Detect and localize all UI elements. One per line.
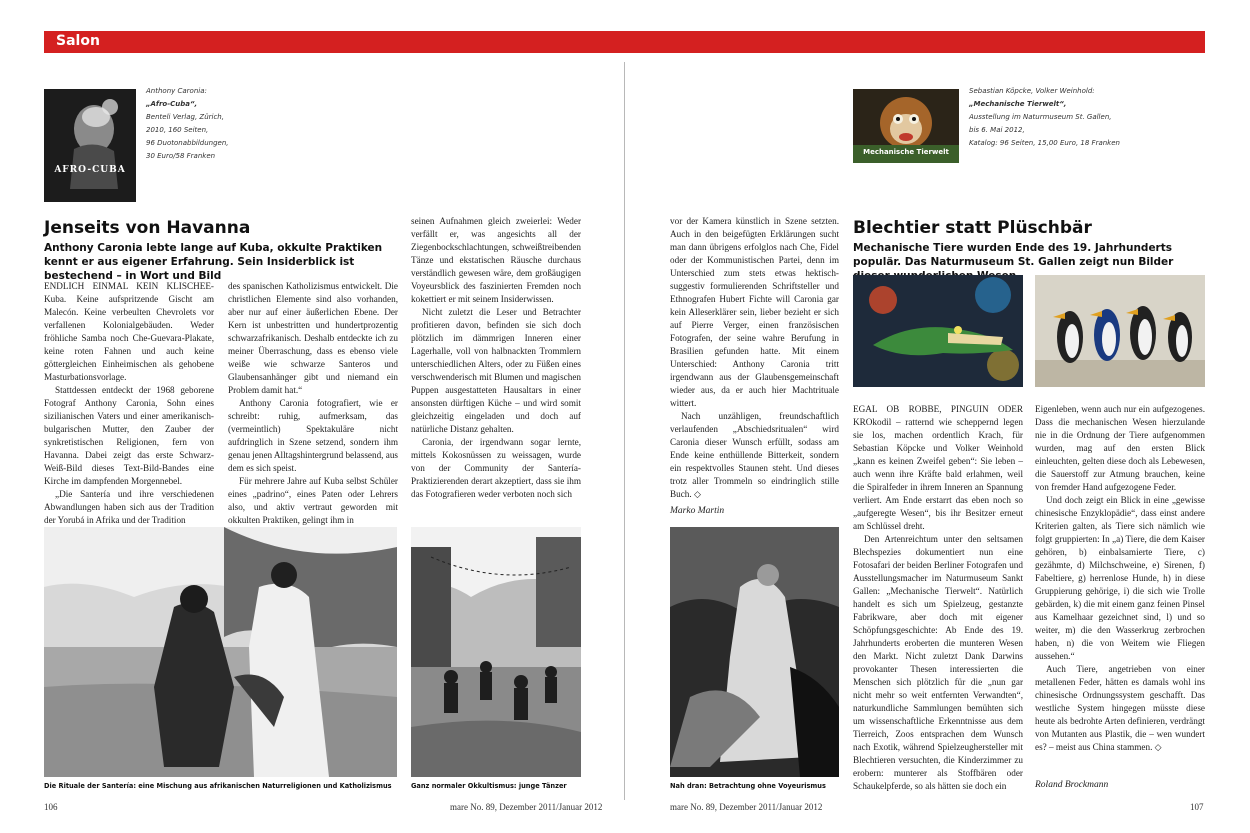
paragraph: Für mehrere Jahre auf Kuba selbst Schüler eines „padrino“, eines Paten oder Lehrers also, und aktiv vertraut geworden mit okkulten Praktiken, gelingt ihm in	[228, 476, 398, 525]
left-column-3	[411, 215, 581, 520]
caption-dancers: Ganz normaler Okkultismus: junge Tänzer	[411, 782, 567, 790]
paragraph: ENDLICH EINMAL KEIN KLISCHEE-Kuba. Keine aufspritzende Gischt am Malecón. Keine verbeulten Chevrolets vor verfallenen Kolonialgebäuden. Weder fröhliche Samba noch Che-Guevara-Plakate, keine roten Fahnen und auch keine göttergleichen Einheimischen als gehobene Masturbationsvorlage.	[44, 281, 214, 382]
book-cover-title: AFRO-CUBA	[54, 165, 126, 175]
paragraph: Und doch zeigt ein Blick in eine „gewisse chinesische Enzyklopädie“, dass einst andere Kriterien galten, als Tiere sich nämlich wie folgt gruppierten: In „a) Tiere, die dem Kaiser gehören, b) einbalsamierte Tiere, c) gezähmte, d) Milchschweine, e) Sirenen, f) Fabeltiere, g) herrenlose Hunde, h) in diese Gruppierung gehörige, i) die sich wie Trolle gebärden, k) die mit einem ganz feinen Pinsel aus Kamelhaar gezeichnet sind, l) und so weiter, m) die den Wasserkrug zerbrochen haben, n) die von Weitem wie Fliegen aussehen.“	[1035, 495, 1205, 661]
left-column-1	[44, 280, 214, 525]
book-title: „Afro-Cuba“,	[146, 100, 198, 108]
paragraph: des spanischen Katholizismus entwickelt. Die christlichen Elemente sind also vorhanden, aber nur auf einer äußerlichen Ebene. Der Kern ist unbestritten und hundertprozentig schwarzafrikanisch. Deshalb entdeckte ich zu meiner Überraschung, dass es ebenso viele weiße wie schwarze Santeros und Glaubensanhänger gibt und niemand ein Problem damit hat.“	[228, 281, 398, 395]
right-column-6	[1035, 403, 1205, 771]
paragraph: Auch Tiere, angetrieben von einer metallenen Feder, hätten es damals wohl ins chinesische Ordnungssystem geschafft. Das westliche System hingegen müsste diese heute als bedrohte Arten definieren, verdrängt von Mutanten aus Plastik, die – wen wundert es? – meist aus China stammen. ◇	[1035, 664, 1205, 752]
section-bar	[44, 31, 1205, 53]
paragraph: seinen Aufnahmen gleich zweierlei: Weder verfällt er, was angesichts all der Ziegenbockschlachtungen, schweißtreibenden Tänze und ekstatischen Räusche durchaus verständlich gewesen wäre, dem großäugigen Voyeursblick des faszinierten Fremden noch kokettiert er mit seinem Insiderwissen.	[411, 216, 581, 304]
paragraph: Nach unzähligen, freundschaftlich verlaufenden „Abschiedsritualen“ wird Caronia dieser Wunsch erfüllt, sodass am Ende keine enthüllende Bitterkeit, sondern ein respektvolles Staunen steht. Und dieses trotz aller Trommeln so eindringlich stille Buch. ◇	[670, 411, 839, 499]
exhibit-title: „Mechanische Tierwelt“,	[969, 100, 1067, 108]
paragraph: Nicht zuletzt die Leser und Betrachter profitieren davon, befinden sie sich doch plötzlich im dämmrigen Inneren einer Lagerhalle, voll von halbnackten Trommlern unterschiedlichen Alters, oder zu Füßen eines verschwenderisch mit Blumen und magischen Puppen ausgestatteten Hausaltars in einer ansonsten dürftigen Küche – und wird somit gleichzeitig eingeladen und doch auf natürliche Distanz gehalten.	[411, 307, 581, 434]
book-info	[146, 85, 266, 163]
exhibit-venue: Ausstellung im Naturmuseum St. Gallen,	[969, 113, 1112, 121]
paragraph: vor der Kamera künstlich in Szene setzten. Auch in den beigefügten Erklärungen sucht man dann übrigens erfolglos nach Che, Fidel oder der Kommunistischen Partei, denn im Unterschied zum stets etwas hektisch-suggestiv formulierenden Schriftsteller und Ethnografen Hubert Fichte will Caronia gar kein Alleserklärer sein, lieber bezieht er sich auf Pierre Verger, einen französischen Fotografen, der seine wahre Berufung in Brasilien gefunden hatte. Mit einem Unterschied: Anthony Caronia tritt irgendwann aus der Glaubensgemeinschaft wieder aus, da er auch hier Machtrituale wittert.	[670, 216, 839, 408]
exhibit-info	[969, 85, 1169, 150]
book-illustrations: 96 Duotonabbildungen,	[146, 139, 229, 147]
author-roland-brockmann: Roland Brockmann	[1035, 780, 1109, 790]
right-column-5	[853, 403, 1023, 791]
tin-penguins-photo	[1035, 275, 1205, 387]
book-cover-image	[44, 89, 136, 202]
exhibit-cover-image	[853, 89, 959, 163]
tin-crocodile-photo	[853, 275, 1023, 387]
footer-right: mare No. 89, Dezember 2011/Januar 2012	[670, 802, 823, 812]
caption-figure: Nah dran: Betrachtung ohne Voyeurismus	[670, 782, 826, 790]
exhibit-cover-title: Mechanische Tierwelt	[863, 148, 949, 156]
santeria-figure-photo	[670, 527, 839, 777]
dancers-photo	[411, 527, 581, 777]
footer-left: mare No. 89, Dezember 2011/Januar 2012	[450, 802, 603, 812]
page-number-left: 106	[44, 802, 58, 812]
book-price: 30 Euro/58 Franken	[146, 152, 216, 160]
paragraph: Eigenleben, wenn auch nur ein aufgezogenes. Dass die mechanischen Wesen hierzulande nie in die Ordnung der Tiere aufgenommen wurden, mag auf den ersten Blick einleuchten, gelten diese doch als Lebewesen, die Sauerstoff zur Atmung brauchen, keine von fremder Hand aufgezogene Feder.	[1035, 404, 1205, 492]
exhibit-catalog: Katalog: 96 Seiten, 15,00 Euro, 18 Franken	[969, 139, 1120, 147]
right-headline: Blechtier statt Plüschbär	[853, 218, 1092, 238]
right-column-4	[670, 215, 839, 499]
paragraph: „Die Santería und ihre verschiedenen Abwandlungen haben sich aus der Tradition der Yorubá in Afrika und der Tradition	[44, 489, 214, 525]
santeria-ritual-photo	[44, 527, 397, 777]
page-number-right: 107	[1190, 802, 1204, 812]
author-marko-martin: Marko Martin	[670, 506, 725, 516]
paragraph: Anthony Caronia fotografiert, wie er schreibt: ruhig, aufmerksam, das (vermeintlich) Spektakuläre nicht aufdringlich in Szene setzend, sondern ihm genau jenen Alltagshintergrund belassend, aus dem es sich speist.	[228, 398, 399, 473]
right-deck: Mechanische Tiere wurden Ende des 19. Jahrhunderts populär. Das Naturmuseum St. Gallen zeigt nun Bilder	[853, 242, 1174, 268]
book-pages: 2010, 160 Seiten,	[146, 126, 209, 134]
left-headline: Jenseits von Havanna	[44, 218, 251, 238]
page-gutter	[624, 62, 625, 800]
paragraph: Stattdessen entdeckt der 1968 geborene Fotograf Anthony Caronia, Sohn eines sizilianischen Vaters und einer amerikanisch-bulgarischen Mutter, den Zauber der synkretistischen Religionen, fern von Havanna. Dabei zeigt das erste Schwarz-Weiß-Bild dieses Text-Bild-Bandes eine Kirche im dampfenden Morgennebel.	[44, 385, 214, 486]
exhibit-dates: bis 6. Mai 2012,	[969, 126, 1025, 134]
left-column-2	[228, 280, 399, 525]
paragraph: Caronia, der irgendwann sogar lernte, mittels Kokosnüssen zu weissagen, wurde von der Community der Santería-Praktizierenden derart akzeptiert, dass sie ihm das Fotografieren weder verboten noch sich	[411, 437, 581, 499]
book-publisher: Benteli Verlag, Zürich,	[146, 113, 224, 121]
section-label: Salon	[56, 33, 100, 49]
left-deck: Anthony Caronia lebte lange auf Kuba, okkulte Praktiken kennt er aus eigener Erfahrung. Sein Insiderblick ist bestechend – in Wort und Bild	[44, 242, 383, 282]
book-author: Anthony Caronia:	[146, 87, 207, 95]
caption-ritual: Die Rituale der Santería: eine Mischung aus afrikanischen Naturreligionen und Katholizismus	[44, 782, 392, 790]
exhibit-authors: Sebastian Köpcke, Volker Weinhold:	[969, 87, 1095, 95]
paragraph: EGAL OB ROBBE, PINGUIN ODER KROkodil – ratternd wie scheppernd legen sie los, machen ordentlich Krach, für Sebastian Köpcke und Volker Weinhold „kann es keinen Zweifel geben“: Sie leben – auch wenn ihre Kräfte bald erlahmen, weil die Spiralfeder in ihrem Inneren an Spannung verliert. Am Ende erstarrt das eben noch so „aufgeregte Wesen“, bis ihr Besitzer erneut am Schlüssel dreht.	[853, 404, 1023, 531]
paragraph: Den Artenreichtum unter den seltsamen Blechspezies dokumentiert nun eine Fotosafari der beiden Berliner Fotografen und Ausstellungsmacher im Naturmuseum Sankt Gallen: „Mechanische Tierwelt“. Natürlich handelt es sich um Spielzeug, gestanzte Fabrikware, aber doch mit eigener Schöpfungsgeschichte: Ab Ende des 19. Jahrhunderts eroberten die munteren Wesen den Markt. Nicht zuletzt Dank Darwins provokanter Thesen interessierten die Menschen sich plötzlich für die „nun gar nicht mehr so weit entfernten Verwandten“, naturkundliche Sammlungen bemühten sich um wissenschaftliche Erkenntnisse aus dem Tierreich, Zoos entsprachen dem Wunsch nach Exotik, während Spielzeughersteller mit Blechtieren versuchten, die Kinderzimmer zu erobern: munterer als Stoffbären oder Schaukelpferde, so als hätten sie doch ein	[853, 534, 1023, 791]
